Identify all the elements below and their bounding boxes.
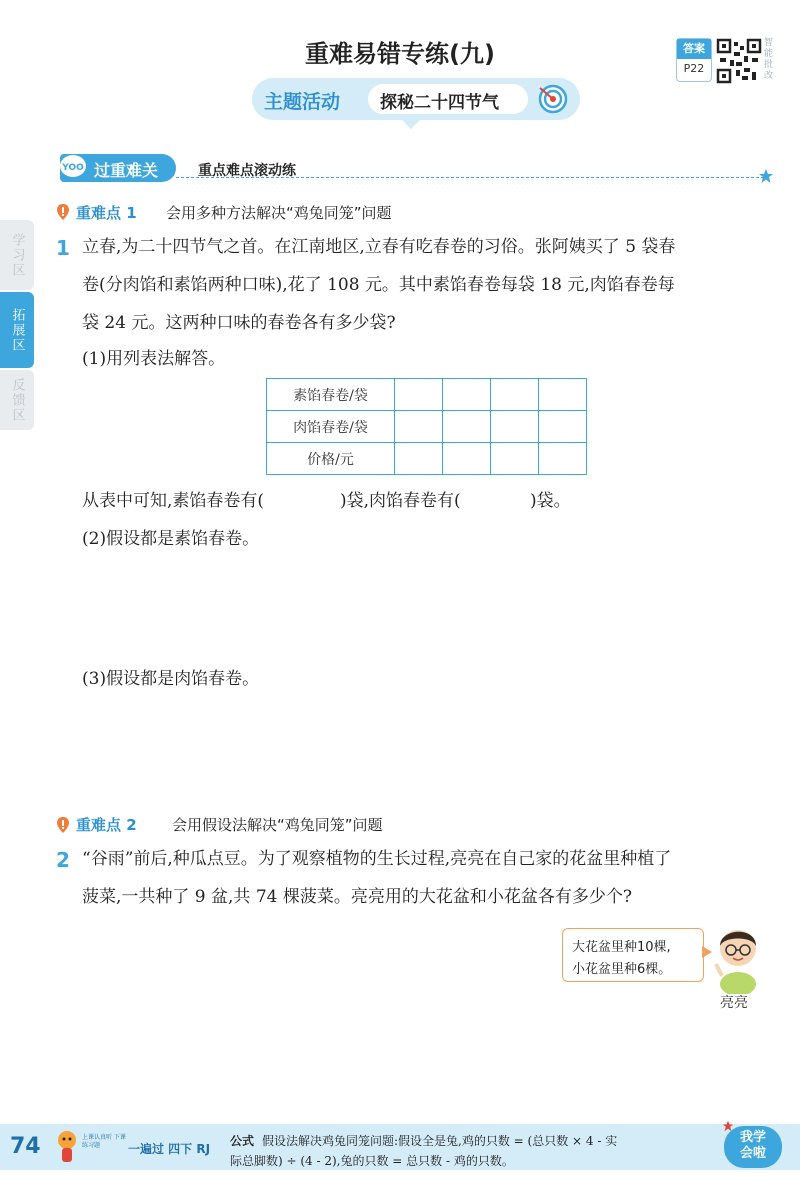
- table-cell[interactable]: [395, 379, 443, 411]
- conclusion-part-b: )袋,肉馅春卷有(: [340, 491, 461, 511]
- bubble-line-1: 大花盆里种10棵,: [572, 940, 671, 955]
- qr-code-icon[interactable]: [716, 38, 762, 84]
- side-tab-extend[interactable]: 拓展区: [0, 292, 34, 368]
- section-subtitle: 重点难点滚动练: [198, 163, 296, 179]
- formula-line-1: 假设法解决鸡兔同笼问题:假设全是兔,鸡的只数 = (总只数 × 4 - 实: [262, 1134, 618, 1148]
- footer-slogan: 上课认真听 下课练习题: [82, 1134, 126, 1149]
- table-cell[interactable]: [491, 379, 539, 411]
- question-2-line-1: “谷雨”前后,种瓜点豆。为了观察植物的生长过程,亮亮在自己家的花盆里种植了: [82, 849, 672, 869]
- question-1-line-2: 卷(分肉馅和素馅两种口味),花了 108 元。其中素馅春卷每袋 18 元,肉馅春卷每: [82, 275, 675, 295]
- answer-table: [266, 378, 587, 475]
- question-1-line-3: 袋 24 元。这两种口味的春卷各有多少袋?: [82, 313, 396, 333]
- conclusion-part-a: 从表中可知,素馅春卷有(: [82, 491, 265, 511]
- theme-text: 探秘二十四节气: [380, 93, 499, 113]
- qr-side-text: 智能批改: [764, 38, 774, 81]
- star-icon: [722, 1120, 734, 1132]
- page-number: 74: [10, 1134, 41, 1159]
- key-point-icon: [56, 816, 70, 834]
- table-row: [267, 411, 587, 443]
- learned-badge-text: [724, 1130, 782, 1162]
- star-icon: [758, 168, 774, 184]
- formula-tag: 公式: [230, 1134, 255, 1148]
- table-row-header: 肉馅春卷/袋: [267, 411, 395, 443]
- boy-character-icon: [708, 918, 764, 994]
- table-cell[interactable]: [443, 443, 491, 475]
- key-point-2-desc: 会用假设法解决“鸡兔同笼”问题: [172, 816, 383, 834]
- question-1-number: 1: [56, 236, 70, 260]
- conclusion-part-c: )袋。: [530, 491, 571, 511]
- table-cell[interactable]: [491, 443, 539, 475]
- theme-label: 主题活动: [264, 91, 341, 113]
- answer-page: P22: [683, 62, 705, 75]
- table-cell[interactable]: [539, 411, 587, 443]
- table-cell[interactable]: [539, 443, 587, 475]
- table-cell[interactable]: [443, 411, 491, 443]
- section-title: 过重难关: [94, 161, 159, 180]
- question-1-part-1: (1)用列表法解答。: [82, 349, 226, 369]
- key-point-2-label: 重难点 2: [76, 816, 137, 834]
- side-tab-feedback[interactable]: 反馈区: [0, 370, 34, 430]
- question-1-part-2: (2)假设都是素馅春卷。: [82, 529, 260, 549]
- table-cell[interactable]: [443, 379, 491, 411]
- table-row-header: 价格/元: [267, 443, 395, 475]
- svg-text:YOO: YOO: [62, 163, 84, 173]
- question-1-line-1: 立春,为二十四节气之首。在江南地区,立春有吃春卷的习俗。张阿姨买了 5 袋春: [82, 237, 676, 257]
- answer-tag: 答案: [677, 39, 711, 59]
- table-cell[interactable]: [539, 379, 587, 411]
- footer-brand: 一遍过 四下 RJ: [128, 1142, 211, 1156]
- learned-badge-line-2: 会啦: [739, 1146, 766, 1161]
- table-row: [267, 443, 587, 475]
- bubble-line-2: 小花盆里种6棵。: [572, 962, 672, 977]
- table-cell[interactable]: [395, 411, 443, 443]
- mascot-icon: [58, 150, 88, 180]
- learned-badge-line-1: 我学: [739, 1130, 766, 1145]
- character-name: 亮亮: [720, 995, 748, 1011]
- table-cell[interactable]: [395, 443, 443, 475]
- formula-line-2: 际总脚数) ÷ (4 - 2),兔的只数 = 总只数 - 鸡的只数。: [230, 1154, 514, 1168]
- key-point-1-label: 重难点 1: [76, 204, 137, 222]
- page-title: 重难易错专练(九): [305, 40, 495, 68]
- question-2-number: 2: [56, 848, 70, 872]
- key-point-1-desc: 会用多种方法解决“鸡兔同笼”问题: [166, 204, 392, 222]
- target-icon: [536, 82, 570, 116]
- side-tab-study[interactable]: 学习区: [0, 220, 34, 290]
- footer-mascot-icon: [54, 1128, 80, 1164]
- key-point-icon: [56, 203, 70, 221]
- question-1-part-3: (3)假设都是肉馅春卷。: [82, 669, 260, 689]
- table-cell[interactable]: [491, 411, 539, 443]
- table-row-header: 素馅春卷/袋: [267, 379, 395, 411]
- section-divider: [176, 177, 764, 178]
- table-row: [267, 379, 587, 411]
- question-2-line-2: 菠菜,一共种了 9 盆,共 74 棵菠菜。亮亮用的大花盆和小花盆各有多少个?: [82, 887, 632, 907]
